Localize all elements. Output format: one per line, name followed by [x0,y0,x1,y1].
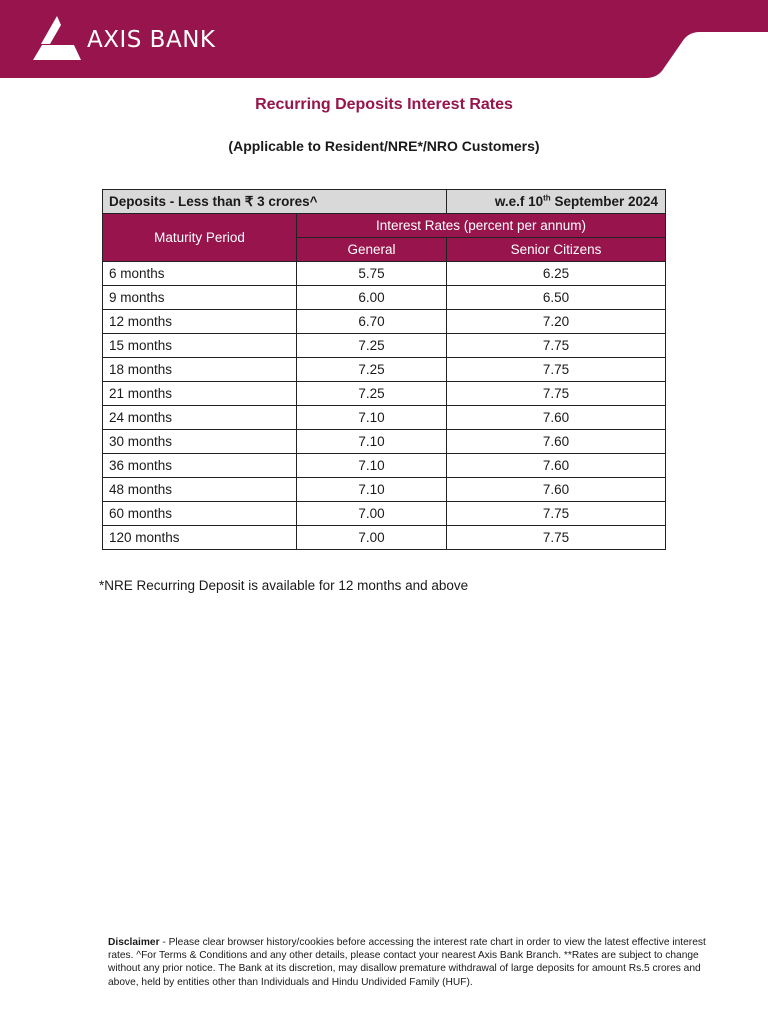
period-cell: 120 months [103,526,297,550]
period-cell: 18 months [103,358,297,382]
senior-citizens-header: Senior Citizens [447,238,666,262]
table-row [103,430,666,454]
general-rate-cell: 6.00 [297,286,447,310]
table-row [103,454,666,478]
table-row [103,334,666,358]
interest-rates-header: Interest Rates (percent per annum) [297,214,666,238]
period-cell: 48 months [103,478,297,502]
axis-bank-logo-icon [33,16,81,62]
senior-rate-cell: 7.75 [447,382,666,406]
table-row [103,478,666,502]
period-cell: 24 months [103,406,297,430]
table-row [103,286,666,310]
brand-logo[interactable] [33,16,215,62]
table-row [103,526,666,550]
effective-date-suffix: September 2024 [550,194,658,209]
nre-footnote: *NRE Recurring Deposit is available for 12 months and above [99,578,469,593]
general-header: General [297,238,447,262]
senior-rate-cell: 7.20 [447,310,666,334]
senior-rate-cell: 6.25 [447,262,666,286]
general-rate-cell: 7.25 [297,358,447,382]
maturity-period-header: Maturity Period [103,214,297,262]
table-row [103,382,666,406]
general-rate-cell: 7.00 [297,502,447,526]
disclaimer [108,936,728,989]
period-cell: 21 months [103,382,297,406]
brand-name: AXIS BANK [87,27,216,53]
senior-rate-cell: 7.60 [447,430,666,454]
effective-date-prefix: w.e.f 10 [494,194,544,209]
senior-rate-cell: 6.50 [447,286,666,310]
header-row-1 [103,214,666,238]
table-row [103,358,666,382]
rates-table [102,189,666,550]
effective-date-sup: th [543,193,551,203]
period-cell: 30 months [103,430,297,454]
period-cell: 60 months [103,502,297,526]
table-row [103,406,666,430]
header-banner [0,0,768,78]
senior-rate-cell: 7.60 [447,406,666,430]
general-rate-cell: 7.10 [297,478,447,502]
deposit-range-label: Deposits - Less than ₹ 3 crores^ [103,190,447,214]
period-cell: 36 months [103,454,297,478]
senior-rate-cell: 7.75 [447,502,666,526]
senior-rate-cell: 7.75 [447,334,666,358]
effective-date [447,190,666,214]
page-title: Recurring Deposits Interest Rates [255,96,513,113]
rate-rows [103,262,666,550]
general-rate-cell: 7.25 [297,382,447,406]
deposit-range-row [103,190,666,214]
period-cell: 9 months [103,286,297,310]
senior-rate-cell: 7.60 [447,478,666,502]
table-row [103,310,666,334]
table-row [103,262,666,286]
general-rate-cell: 7.10 [297,454,447,478]
general-rate-cell: 7.10 [297,406,447,430]
general-rate-cell: 7.25 [297,334,447,358]
page-subtitle: (Applicable to Resident/NRE*/NRO Customers) [228,138,540,154]
general-rate-cell: 7.00 [297,526,447,550]
general-rate-cell: 5.75 [297,262,447,286]
general-rate-cell: 7.10 [297,430,447,454]
disclaimer-text: - Please clear browser history/cookies before accessing the interest rate chart in order to view the latest effective interest rates. ^For Terms & Conditions and any other details, please contact your nearest Axis Bank Branch. **Rates are subject to change without any prior notice. The Bank at its discretion, may disallow premature withdrawal of large deposits for amount Rs.5 crores and above, held by entities other than Individuals and Hindu Undivided Family (HUF). [108,937,706,988]
senior-rate-cell: 7.75 [447,526,666,550]
general-rate-cell: 6.70 [297,310,447,334]
period-cell: 12 months [103,310,297,334]
table-row [103,502,666,526]
period-cell: 6 months [103,262,297,286]
period-cell: 15 months [103,334,297,358]
senior-rate-cell: 7.60 [447,454,666,478]
senior-rate-cell: 7.75 [447,358,666,382]
disclaimer-label: Disclaimer [108,937,160,948]
